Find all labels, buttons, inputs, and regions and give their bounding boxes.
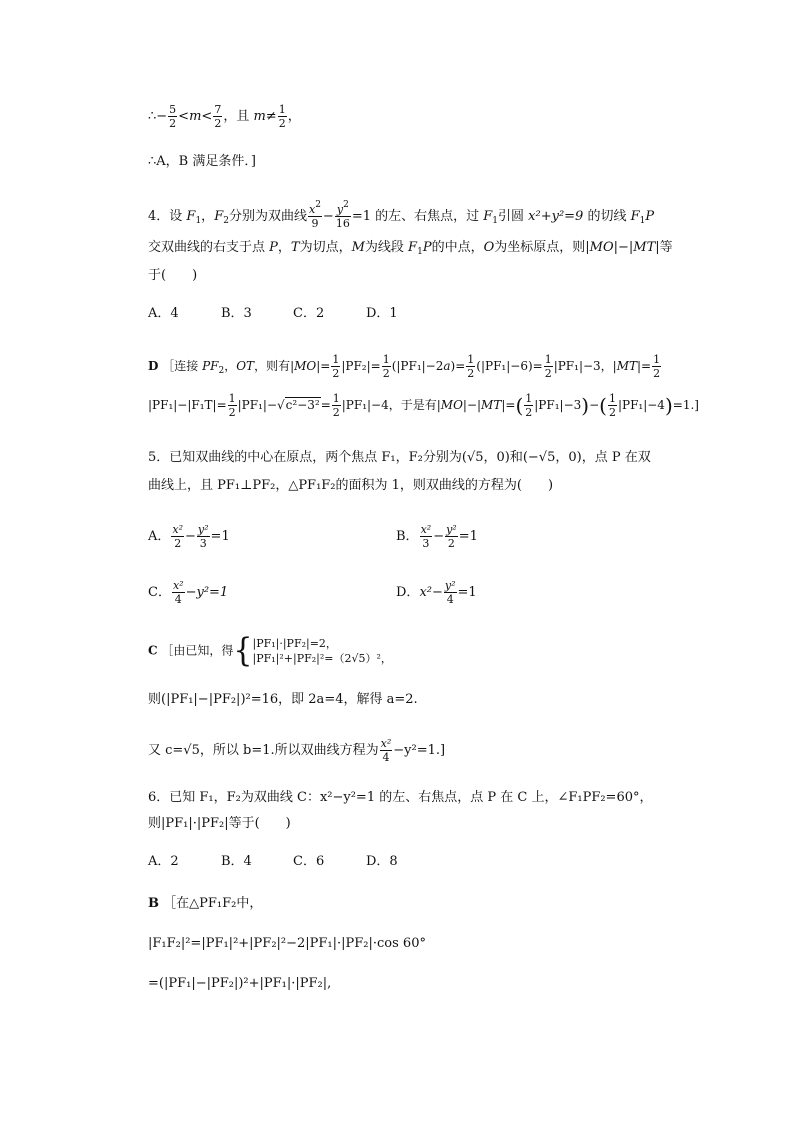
- question-4-line-3: 于( ): [148, 268, 198, 283]
- sqrt-radicand: c²−3²: [285, 398, 320, 412]
- condition-line: ∴− $\frac{5}{2}$ <m< $\frac{7}{2}$ ，且 m≠ $\frac{1}{2}$ ，: [148, 103, 301, 130]
- option-a: A．2: [148, 854, 179, 869]
- question-5-line-1: 5．已知双曲线的中心在原点，两个焦点 F₁，F₂分别为(√5，0)和(−√5，0)，点 P 在双: [148, 450, 651, 465]
- option-b: B．3: [221, 306, 252, 321]
- fraction: $\frac{x^2}{9}$: [308, 200, 321, 230]
- fraction: $\frac{1}{2}$: [228, 392, 236, 419]
- fraction: $\frac{1}{2}$: [653, 353, 661, 380]
- fraction: $\frac{1}{2}$: [382, 353, 390, 380]
- option-d: D．8: [366, 854, 398, 869]
- question-6-line-2: 则|PF₁|·|PF₂|等于( ): [148, 816, 291, 831]
- question-4-line-1: 4．设 $F_1$，$F_2$分别为双曲线 $\frac{x^2}{9}$ − $\frac{y^2}{16}$ =1 的左、右焦点，过 $F_1$引圆 x²+y²=9 的切线 $F_1P$: [148, 200, 655, 230]
- fraction: $\frac{y^2}{16}$: [335, 200, 350, 230]
- fraction: $\frac{1}{2}$: [608, 392, 616, 419]
- option-b: B． $\frac{\text{x²}}{3}$ − $\frac{\text{y²}}{2}$ =1: [396, 523, 478, 550]
- option-c: C．6: [293, 854, 325, 869]
- fraction: $\frac{1}{2}$: [544, 353, 552, 380]
- option-c: C． $\frac{\text{x²}}{4}$ −y²=1: [148, 579, 229, 606]
- answer-4-line-2: |PF₁|−|F₁T|= $\frac{1}{2}$ |PF₁|−√c²−3²= $\frac{1}{2}$ |PF₁|−4，于是有|MO|−|MT|=( $\frac{1}{2}$ |PF₁|−3)−( $\frac{1}{2}$ |PF₁|−4)=1.]: [148, 392, 699, 419]
- equation-system: |PF₁|·|PF₂|=2， |PF₁|²+|PF₂|²=（2√5）²，: [252, 637, 392, 665]
- option-a: A． $\frac{\text{x²}}{2}$ − $\frac{\text{y²}}{3}$ =1: [148, 523, 230, 550]
- fraction: $\frac{7}{2}$: [214, 103, 222, 130]
- fraction: $\frac{1}{2}$: [332, 353, 340, 380]
- answer-4-line-1: D ［连接 $PF_2$，OT，则有|MO|= $\frac{1}{2}$ |PF₂|= $\frac{1}{2}$ (|PF₁|−2a)= $\frac{1}{2}$ (|PF₁|−6)= $\frac{1}{2}$ |PF₁|−3，|MT|= $\frac{1}{2}$: [148, 353, 661, 380]
- therefore-symbol: ∴−: [148, 109, 168, 124]
- fraction: $\frac{1}{2}$: [467, 353, 475, 380]
- answer-5-line-3: 又 c=√5，所以 b=1.所以双曲线方程为 $\frac{\text{x²}}{4}$ −y²=1.]: [148, 737, 446, 764]
- option-c: C．2: [293, 306, 325, 321]
- question-6-line-1: 6．已知 F₁，F₂为双曲线 C：x²−y²=1 的左、右焦点，点 P 在 C 上，∠F₁PF₂=60°，: [148, 790, 653, 805]
- answer-letter: C: [148, 643, 158, 658]
- answer-6-line-1: B ［在△PF₁F₂中，: [148, 896, 263, 911]
- answer-letter: D: [148, 359, 159, 373]
- answer-letter: B: [148, 896, 159, 911]
- question-4-line-2: 交双曲线的右支于点 P，T为切点，M为线段 $F_1P$的中点，O为坐标原点，则|MO|−|MT|等: [148, 240, 673, 257]
- option-a: A．4: [148, 306, 179, 321]
- option-b: B．4: [221, 854, 252, 869]
- fraction: $\frac{5}{2}$: [169, 103, 177, 130]
- question-5-line-2: 曲线上，且 PF₁⊥PF₂，△PF₁F₂的面积为 1，则双曲线的方程为( ): [148, 478, 554, 493]
- answer-6-line-2: |F₁F₂|²=|PF₁|²+|PF₂|²−2|PF₁|·|PF₂|·cos 60°: [148, 936, 426, 951]
- option-d: D．x²− $\frac{\text{y²}}{4}$ =1: [396, 579, 477, 606]
- fraction: $\frac{1}{2}$: [332, 392, 340, 419]
- answer-5-line-1: C ［由已知，得{ |PF₁|·|PF₂|=2， |PF₁|²+|PF₂|²=（2√5）²，: [148, 631, 392, 670]
- conclusion-line: ∴A，B 满足条件．]: [148, 154, 256, 169]
- answer-6-line-3: =(|PF₁|−|PF₂|)²+|PF₁|·|PF₂|,: [148, 976, 332, 991]
- fraction: $\frac{1}{2}$: [278, 103, 286, 130]
- fraction: $\frac{1}{2}$: [525, 392, 533, 419]
- option-d: D．1: [366, 306, 398, 321]
- answer-5-line-2: 则(|PF₁|−|PF₂|)²=16，即 2a=4，解得 a=2.: [148, 692, 418, 707]
